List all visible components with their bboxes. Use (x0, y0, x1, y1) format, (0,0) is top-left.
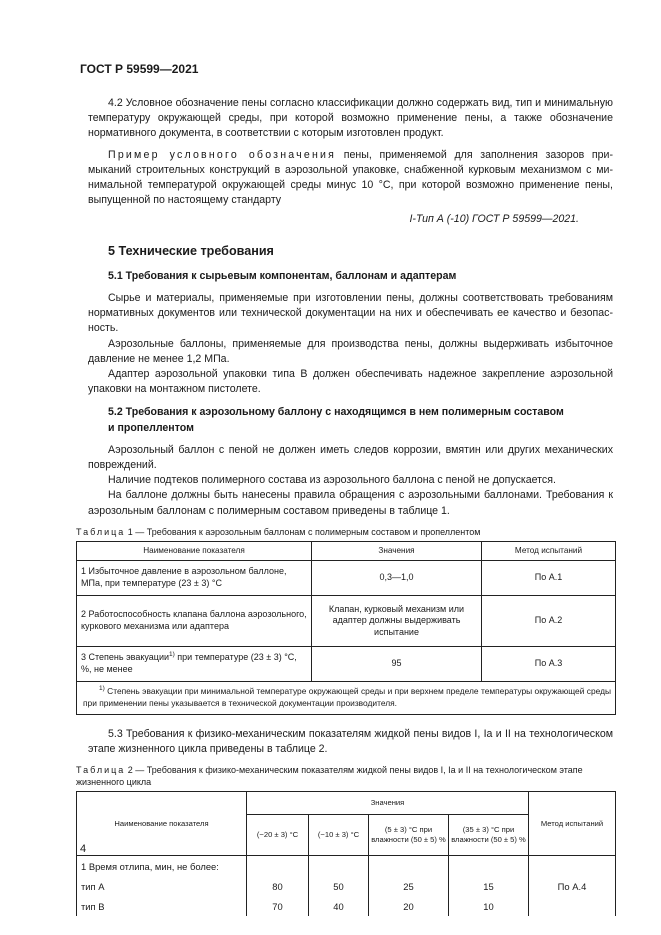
s5-2-paragraph-3: На баллоне должны быть нанесены правила обращения с аэрозольными баллонами. Требования к аэрозольным баллонам с полимерным составом приведены в таблице 1. (88, 489, 613, 517)
s5-1-paragraph-2: Аэрозольные баллоны, применяемые для производства пены, должны выдерживать избыточное давление не менее 1,2 МПа. (88, 337, 613, 365)
table-cell-method: По А.4 (529, 876, 616, 896)
table-cell-empty (247, 856, 309, 877)
section-5-1-title: 5.1 Требования к сырьевым компонентам, баллонам и адаптерам (108, 269, 457, 282)
s5-1-paragraph-1: Сырье и материалы, применяемые при изготовлении пены, должны соответствовать требованиям нормативных документов или технической документации на них и обеспечивать ее качество и безопасность. (88, 292, 613, 335)
example-paragraph (88, 148, 613, 209)
table-cell-value: 95 (312, 646, 482, 681)
table-1-header-method: Метод испытаний (482, 542, 616, 561)
table-2-header-method: Метод испытаний (529, 792, 616, 856)
table-row (77, 876, 616, 896)
table-cell-method: По А.1 (482, 560, 616, 595)
section-5-2-title-line-1: 5.2 Требования к аэрозольному баллону с находящимся в нем полимерным составом (108, 406, 564, 419)
table-cell-method: По А.2 (482, 595, 616, 646)
section-5-2-title (88, 405, 613, 435)
table-2-subheader: (−10 ± 3) °С (309, 815, 369, 856)
footnote-ref: 1) (169, 651, 175, 659)
table-2 (76, 791, 616, 916)
table-row (77, 646, 616, 681)
footnote-text: Степень эвакуации при минимальной температуре окружающей среды и при верхнем пределе температуры окружающей среды при применении пены указывается в технической документации производителя. (83, 686, 611, 708)
table-cell-name: тип А (77, 876, 247, 896)
table-cell-value: 0,3—1,0 (312, 560, 482, 595)
table-row (77, 896, 616, 916)
table-cell-name (77, 646, 312, 681)
table-2-caption (76, 765, 616, 788)
table-cell-value: 70 (247, 896, 309, 916)
document-header: ГОСТ Р 59599—2021 (80, 62, 199, 76)
table-row (77, 595, 616, 646)
table-cell-value: 25 (369, 876, 449, 896)
table-2-header-row (77, 792, 616, 815)
table-2-subheader: (5 ± 3) °С при влажности (50 ± 5) % (369, 815, 449, 856)
s5-3-paragraph: 5.3 Требования к физико-механическим показателям жидкой пены видов I, Iа и II на технологическом этапе жизненного цикла приведены в таблице 2. (88, 727, 613, 756)
table-cell-value: 15 (449, 876, 529, 896)
footnote-mark: 1) (99, 685, 105, 693)
s5-2-paragraph-1: Аэрозольный баллон с пеной не должен иметь следов коррозии, вмятин или других механических повреждений. (88, 443, 613, 472)
table-1-caption (76, 527, 613, 539)
table-cell-value: 50 (309, 876, 369, 896)
table-1-caption-text: 1 — Требования к аэрозольным баллонам с полимерным составом и пропеллентом (125, 526, 481, 537)
table-2-caption-word: Таблица (76, 765, 126, 776)
table-row (77, 856, 616, 877)
table-2-header-values: Значения (247, 792, 529, 815)
table-cell-method: По А.3 (482, 646, 616, 681)
example-designation: I-Тип А (-10) ГОСТ Р 59599—2021. (409, 213, 579, 226)
table-cell-value: 10 (449, 896, 529, 916)
table-cell-value: 20 (369, 896, 449, 916)
table-1-caption-word: Таблица (76, 526, 126, 537)
table-cell-value: 40 (309, 896, 369, 916)
example-text: пены, применяемой для заполнения зазоров примыканий строительных конструкций в аэрозольной упаковке, снабженной курковым механизмом с минимальной температурой окружающей среды минус 10 °С, при которой возможно применение пены, выпущенной по настоящему стандарту (88, 148, 613, 207)
table-1-footnote (77, 681, 616, 714)
table-1-header-values: Значения (312, 542, 482, 561)
table-cell-empty (369, 856, 449, 877)
table-cell-empty (529, 856, 616, 877)
section-5-title: 5 Технические требования (108, 243, 274, 258)
table-cell-name-part-1: 3 Степень эвакуации (81, 652, 170, 663)
paragraph-4-2: 4.2 Условное обозначение пены согласно классификации должно содержать вид, тип и минимальную температуру окружающей среды, при которой возможно применение пены, а также обозначение нормативного документа, в соответствии с которым изготовлен продукт. (88, 97, 613, 140)
table-1-footnote-row (77, 681, 616, 714)
table-cell-name: тип В (77, 896, 247, 916)
table-2-header-name: Наименование показателя (77, 792, 247, 856)
s5-2-paragraph-2: Наличие подтеков полимерного состава из аэрозольного баллона с пеной не допускается. (108, 474, 556, 487)
table-1-header-name: Наименование показателя (77, 542, 312, 561)
page-content (76, 96, 613, 916)
s5-1-paragraph-3: Адаптер аэрозольной упаковки типа В должен обеспечивать надежное закрепление аэрозольной упаковки на монтажном пистолете. (88, 368, 613, 396)
table-cell-value: 80 (247, 876, 309, 896)
section-5-2-title-line-2: и пропеллентом (108, 421, 194, 434)
table-1-header-row (77, 542, 616, 561)
table-cell-name: 2 Работоспособность клапана баллона аэрозольного, куркового механизма или адаптера (77, 595, 312, 646)
table-cell-name: 1 Избыточное давление в аэрозольном баллоне, МПа, при температуре (23 ± 3) °С (77, 560, 312, 595)
table-2-subheader: (35 ± 3) °С при влажности (50 ± 5) % (449, 815, 529, 856)
table-2-caption-text: 2 — Требования к физико-механическим показателям жидкой пены видов I, Iа и II на технологическом этапе жизненного цикла (76, 765, 583, 787)
page-number: 4 (80, 843, 87, 855)
table-2-subheader: (−20 ± 3) °С (247, 815, 309, 856)
table-cell-value: Клапан, курковый механизм или адаптер должны выдерживать испытание (312, 595, 482, 646)
table-cell-empty (529, 896, 616, 916)
example-lead: Пример условного обозначения (108, 148, 337, 161)
table-cell-empty (309, 856, 369, 877)
table-row (77, 560, 616, 595)
table-cell-name: 1 Время отлипа, мин, не более: (77, 856, 247, 877)
table-cell-empty (449, 856, 529, 877)
table-1 (76, 541, 616, 715)
table-cell-name-part-2: при температуре (23 ± 3) °С, %, не менее (81, 652, 297, 674)
